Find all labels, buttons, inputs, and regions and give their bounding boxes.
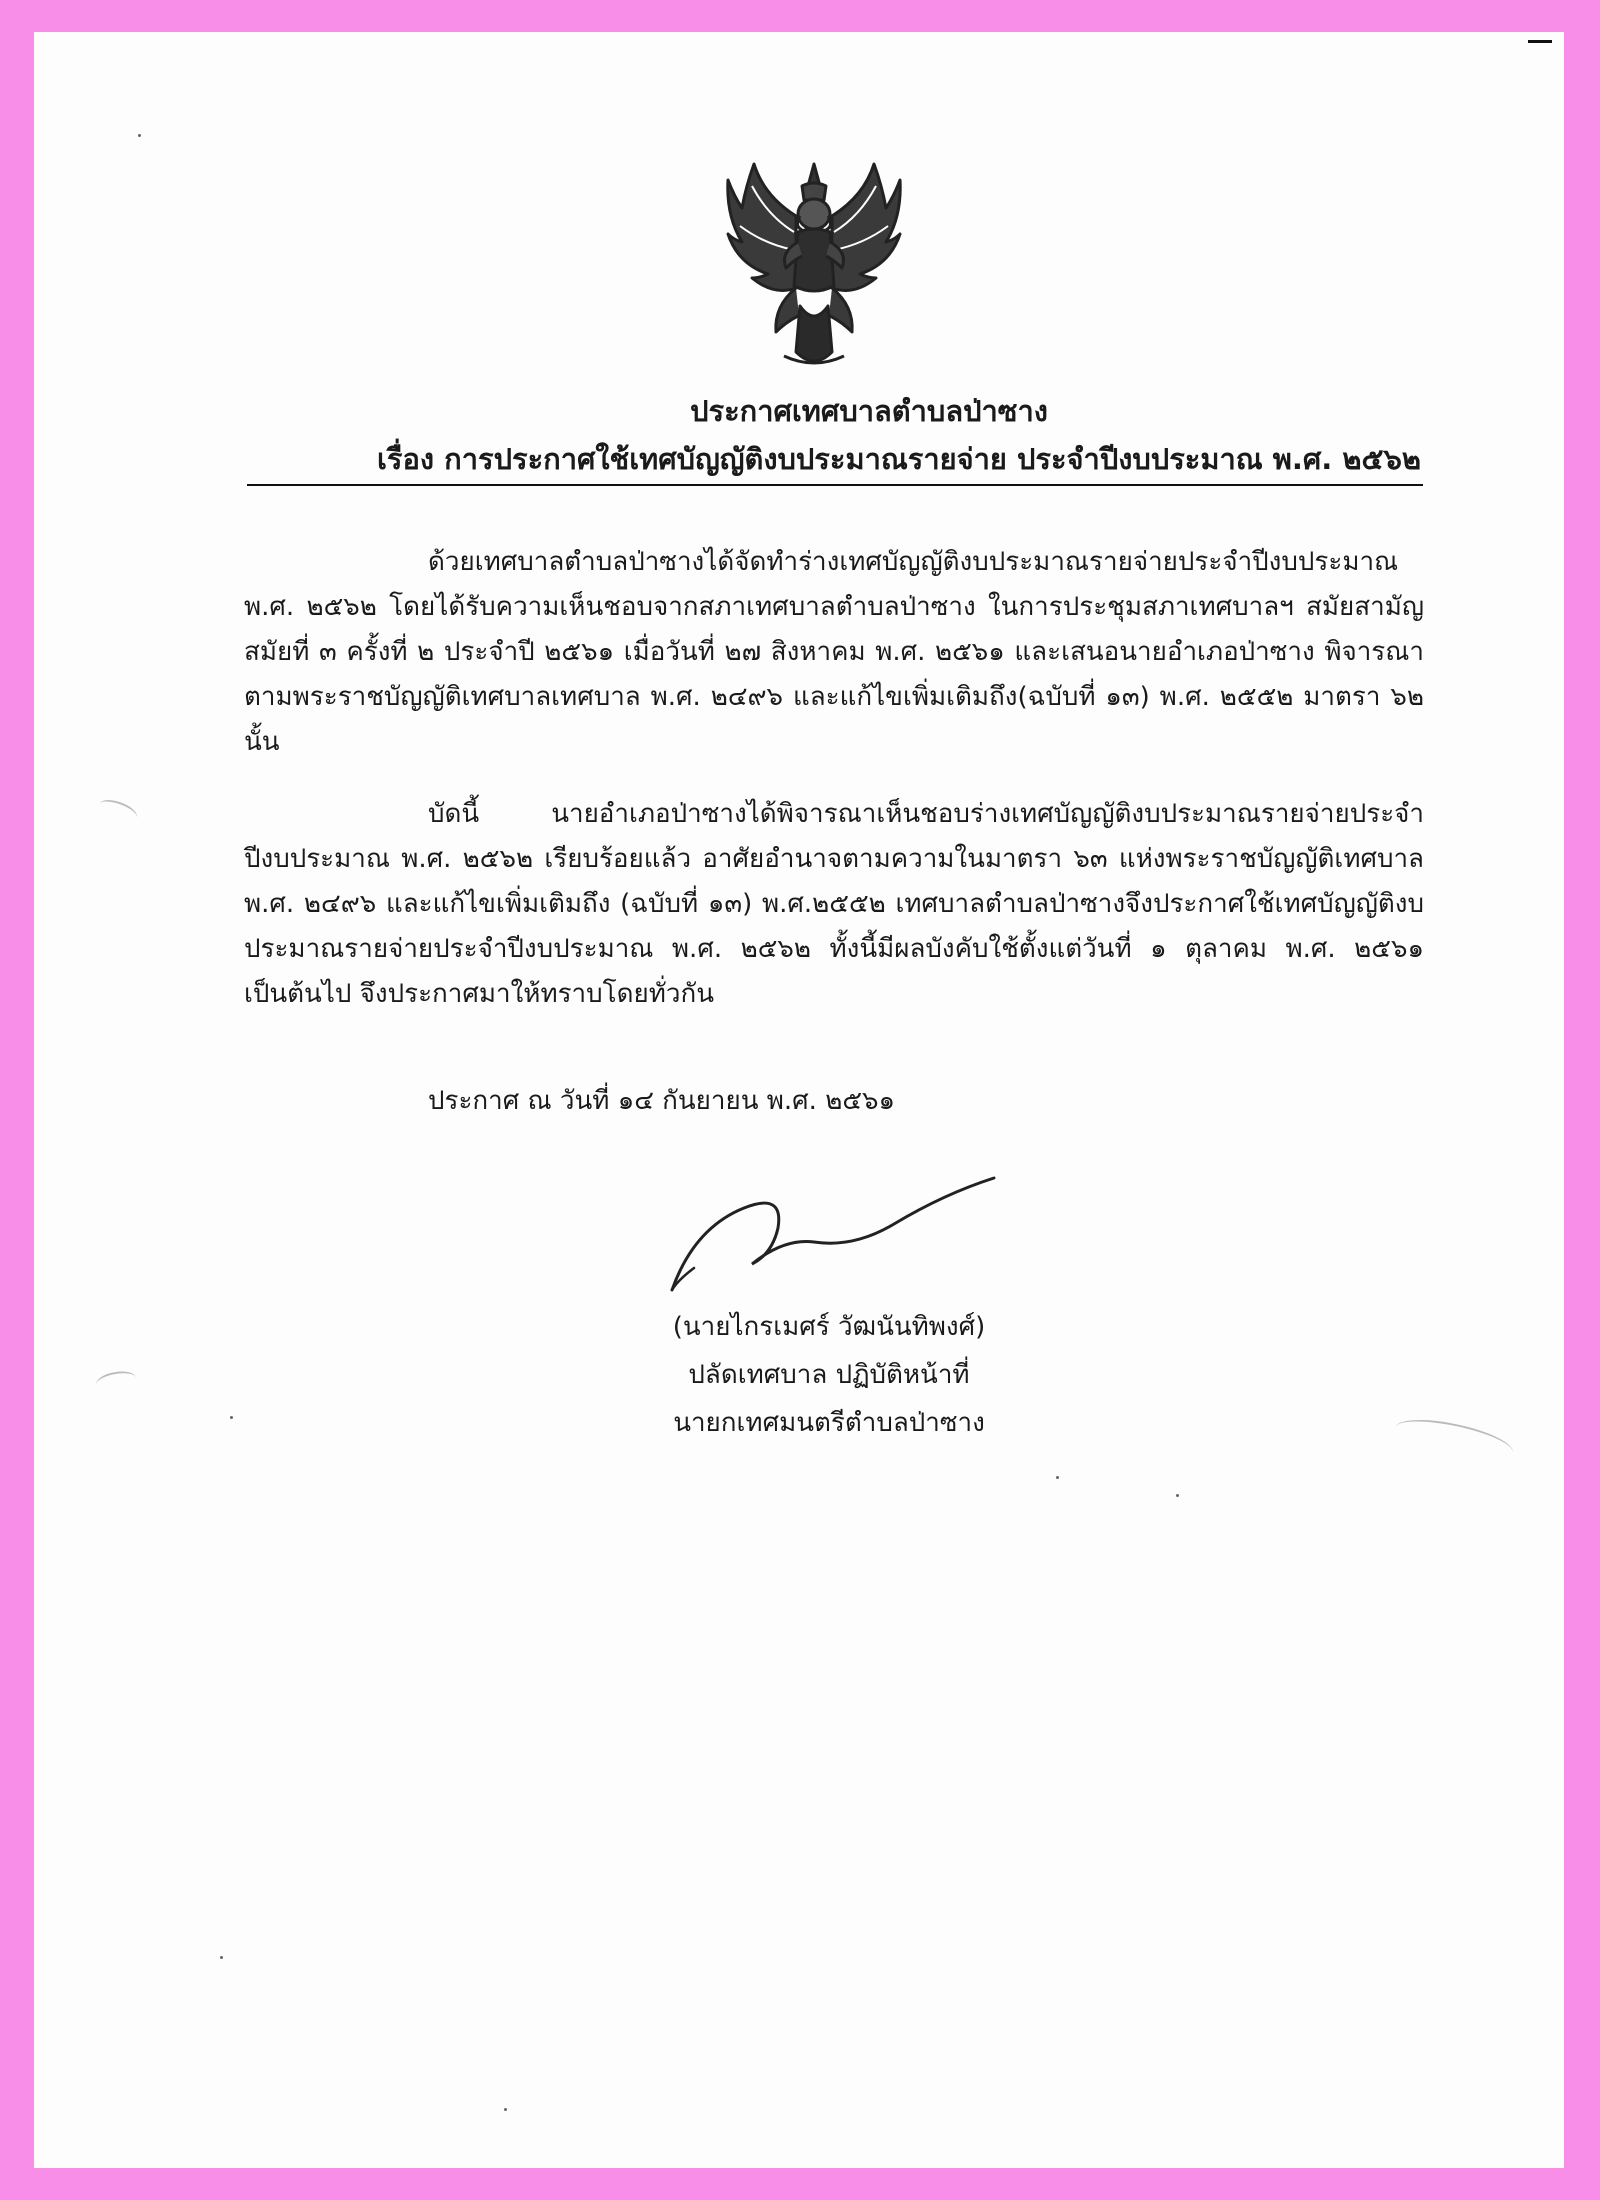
signatory-name: (นายไกรเมศร์ วัฒนันทิพงศ์)	[672, 1312, 986, 1342]
title-underline	[247, 484, 1423, 486]
scan-speck	[1176, 1494, 1179, 1497]
scan-speck	[504, 2108, 507, 2111]
body-paragraph-1: ด้วยเทศบาลตำบลป่าซางได้จัดทำร่างเทศบัญญัติงบประมาณรายจ่ายประจำปีงบประมาณ พ.ศ. ๒๕๖๒ โดยได้รับความเห็นชอบจากสภาเทศบาลตำบลป่าซาง ในการประชุมสภาเทศบาลฯ สมัยสามัญ สมัยที่ ๓ ครั้งที่ ๒ ประจำปี ๒๕๖๑ เมื่อวันที่ ๒๗ สิงหาคม พ.ศ. ๒๕๖๑ และเสนอนายอำเภอป่าซาง พิจารณา ตามพระราชบัญญัติเทศบาลเทศบาล พ.ศ. ๒๔๙๖ และแก้ไขเพิ่มเติมถึง(ฉบับที่ ๑๓) พ.ศ. ๒๕๕๒ มาตรา ๖๒ นั้น	[244, 547, 1424, 757]
garuda-emblem-icon	[724, 156, 904, 372]
signatory-position-2: นายกเทศมนตรีตำบลป่าซาง	[673, 1408, 985, 1438]
announcement-subject: เรื่อง การประกาศใช้เทศบัญญัติงบประมาณรายจ่าย ประจำปีงบประมาณ พ.ศ. ๒๕๖๒	[377, 442, 1421, 476]
scan-scuff	[96, 796, 140, 827]
corner-mark	[1528, 40, 1552, 43]
document-page	[34, 32, 1564, 2168]
scan-speck	[1056, 1476, 1059, 1479]
announcement-date: ประกาศ ณ วันที่ ๑๔ กันยายน พ.ศ. ๒๕๖๑	[428, 1086, 896, 1116]
handwritten-signature	[664, 1168, 1014, 1298]
scan-speck	[220, 1956, 223, 1959]
scan-speck	[138, 134, 141, 137]
signatory-position-1: ปลัดเทศบาล ปฏิบัติหน้าที่	[688, 1360, 970, 1390]
body-paragraph-2: บัดนี้ นายอำเภอป่าซางได้พิจารณาเห็นชอบร่างเทศบัญญัติงบประมาณรายจ่ายประจำปีงบประมาณ พ.ศ. ๒๕๖๒ เรียบร้อยแล้ว อาศัยอำนาจตามความในมาตรา ๖๓ แห่งพระราชบัญญัติเทศบาล พ.ศ. ๒๔๙๖ และแก้ไขเพิ่มเติมถึง (ฉบับที่ ๑๓) พ.ศ.๒๕๕๒ เทศบาลตำบลป่าซางจึงประกาศใช้เทศบัญญัติงบประมาณรายจ่ายประจำปีงบประมาณ พ.ศ. ๒๕๖๒ ทั้งนี้มีผลบังคับใช้ตั้งแต่วันที่ ๑ ตุลาคม พ.ศ. ๒๕๖๑ เป็นต้นไป จึงประกาศมาให้ทราบโดยทั่วกัน	[244, 799, 1424, 1009]
announcement-title: ประกาศเทศบาลตำบลป่าซาง	[690, 394, 1048, 428]
scan-speck	[230, 1416, 233, 1419]
